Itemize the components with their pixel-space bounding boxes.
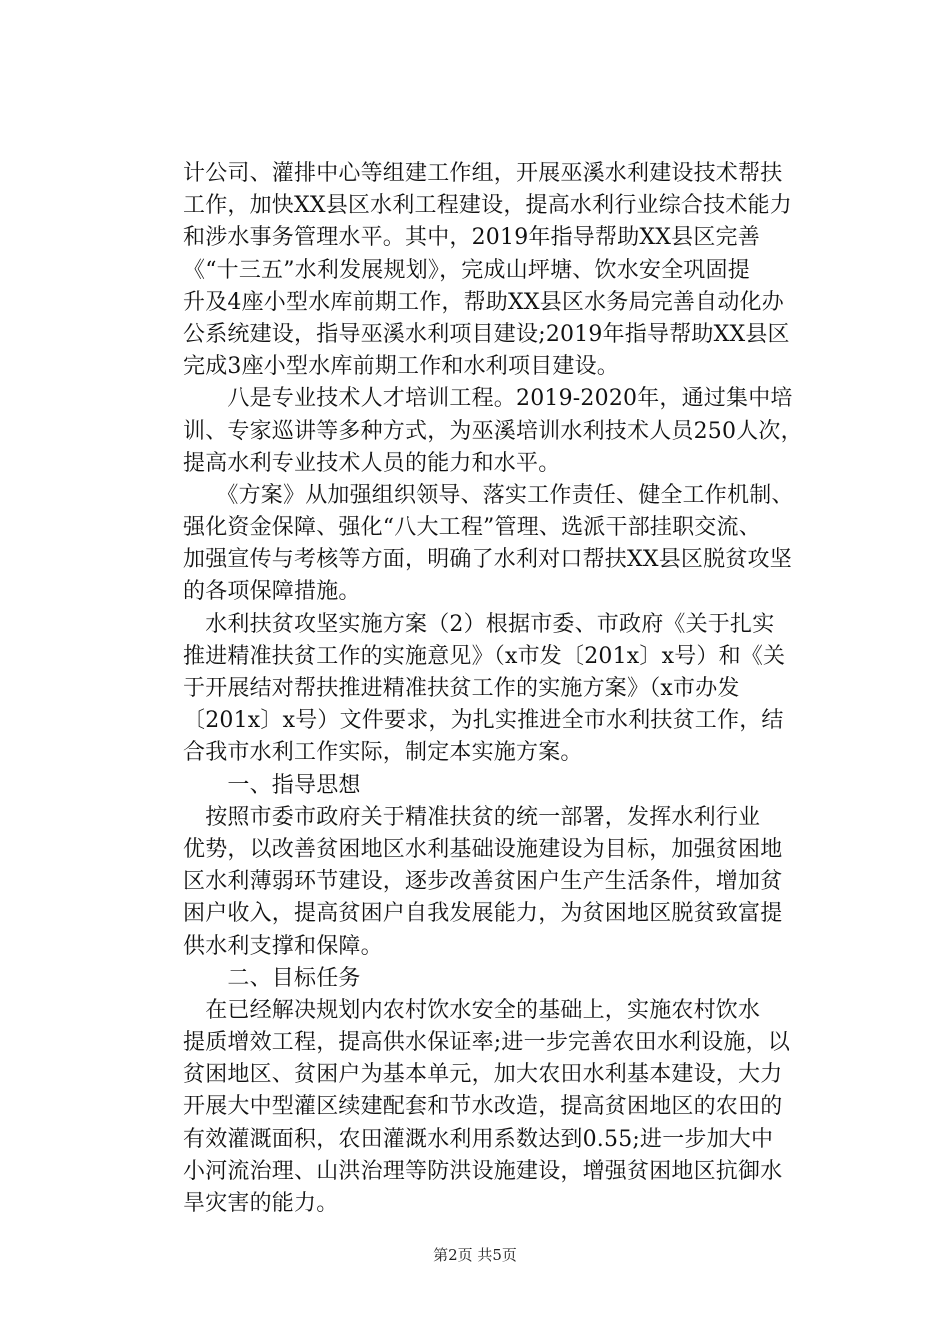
text-line: 《方案》从加强组织领导、落实工作责任、健全工作机制、 [183, 482, 794, 508]
text-line: 升及4座小型水库前期工作，帮助XX县区水务局完善自动化办 [183, 289, 784, 315]
text-line: 合我市水利工作实际，制定本实施方案。 [183, 740, 583, 766]
text-line: 〔201x〕x号）文件要求，为扎实推进全市水利扶贫工作，结 [183, 708, 784, 734]
text-line: 的各项保障措施。 [183, 579, 361, 605]
section-heading: 一、指导思想 [183, 772, 361, 798]
text-line: 强化资金保障、强化“八大工程”管理、选派干部挂职交流、 [183, 515, 761, 541]
text-line: 小河流治理、山洪治理等防洪设施建设，增强贫困地区抗御水 [183, 1158, 783, 1184]
text-line: 计公司、灌排中心等组建工作组，开展巫溪水利建设技术帮扶 [183, 161, 783, 186]
page-number-footer: 第2页 共5页 [433, 1246, 517, 1264]
text-line: 工作，加快XX县区水利工程建设，提高水利行业综合技术能力 [183, 193, 792, 219]
text-line: 在已经解决规划内农村饮水安全的基础上，实施农村饮水 [183, 997, 761, 1023]
text-line: 和涉水事务管理水平。其中，2019年指导帮助XX县区完善 [183, 225, 760, 251]
section-heading: 二、目标任务 [183, 965, 361, 991]
text-line: 公系统建设，指导巫溪水利项目建设;2019年指导帮助XX县区 [183, 321, 790, 347]
text-line: 于开展结对帮扶推进精准扶贫工作的实施方案》（x市办发 [183, 676, 740, 701]
text-line: 供水利支撑和保障。 [183, 933, 383, 959]
text-line: 旱灾害的能力。 [183, 1191, 339, 1216]
text-line: 提高水利专业技术人员的能力和水平。 [183, 450, 561, 476]
text-line: 推进精准扶贫工作的实施意见》（x市发〔201x〕x号）和《关 [183, 643, 786, 669]
text-line: 开展大中型灌区续建配套和节水改造，提高贫困地区的农田的 [183, 1094, 783, 1120]
text-line: 贫困地区、贫困户为基本单元，加大农田水利基本建设，大力 [183, 1062, 783, 1088]
text-line: 按照市委市政府关于精准扶贫的统一部署，发挥水利行业 [183, 804, 761, 830]
document-body [183, 158, 803, 1220]
text-line: 区水利薄弱环节建设，逐步改善贫困户生产生活条件，增加贫 [183, 869, 783, 895]
text-line: 加强宣传与考核等方面，明确了水利对口帮扶XX县区脱贫攻坚 [183, 547, 792, 573]
text-line: 有效灌溉面积，农田灌溉水利用系数达到0.55;进一步加大中 [183, 1126, 774, 1152]
text-line: 困户收入，提高贫困户自我发展能力，为贫困地区脱贫致富提 [183, 901, 783, 927]
text-line: 优势，以改善贫困地区水利基础设施建设为目标，加强贫困地 [183, 836, 783, 862]
text-line: 完成3座小型水库前期工作和水利项目建设。 [183, 354, 619, 380]
text-line: 《“十三五”水利发展规划》，完成山坪塘、饮水安全巩固提 [183, 257, 750, 283]
text-line: 训、专家巡讲等多种方式，为巫溪培训水利技术人员250人次， [183, 418, 803, 444]
text-line: 水利扶贫攻坚实施方案（2）根据市委、市政府《关于扎实 [183, 611, 775, 637]
text-line: 八是专业技术人才培训工程。2019-2020年，通过集中培 [183, 386, 793, 412]
text-line: 提质增效工程，提高供水保证率;进一步完善农田水利设施，以 [183, 1030, 791, 1056]
